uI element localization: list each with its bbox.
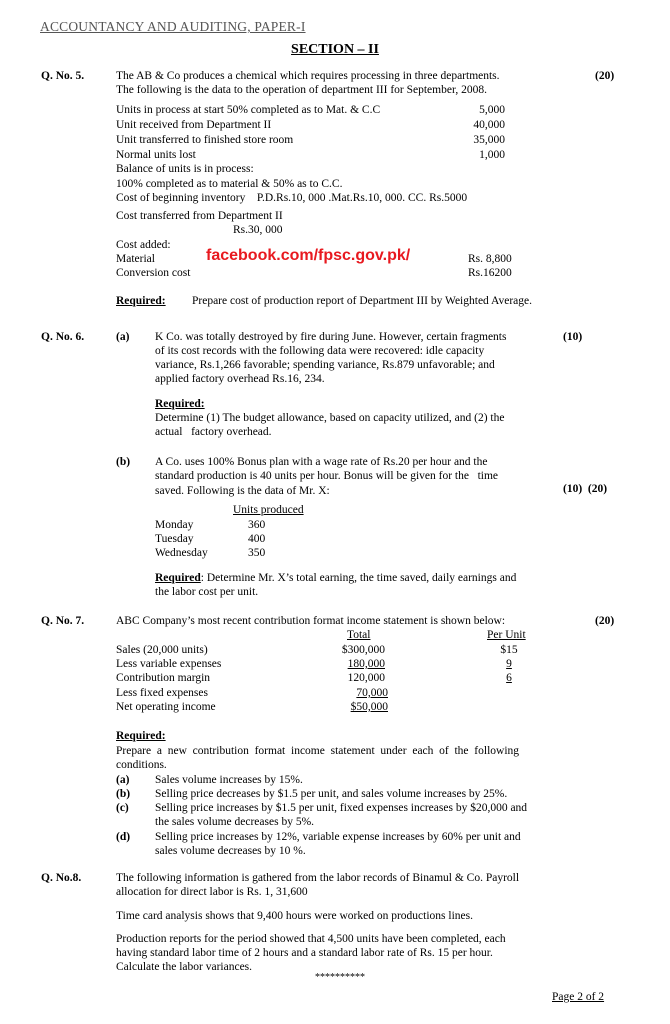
- q7-row-total: 120,000: [347, 672, 385, 684]
- q7-number: Q. No. 7.: [41, 615, 85, 627]
- q8-p3-line: Production reports for the period showed that 4,500 units have been completed, each: [116, 933, 506, 945]
- q7-condition-label: (d): [116, 831, 131, 843]
- q5-row-label: Units in process at start 50% completed as to Mat. & C.C: [116, 104, 381, 116]
- q6-a-required-line: actual factory overhead.: [155, 426, 272, 438]
- q6-day-units: 350: [248, 547, 266, 559]
- q7-required-line: conditions.: [116, 759, 167, 771]
- q5-required-text: Prepare cost of production report of Department III by Weighted Average.: [192, 295, 533, 307]
- q5-cost-added: Cost added:: [116, 239, 171, 251]
- q6-a-line: applied factory overhead Rs.16, 234.: [155, 373, 325, 385]
- q6-day: Tuesday: [155, 533, 194, 545]
- q7-col-per-unit: Per Unit: [487, 629, 526, 641]
- q6-day: Monday: [155, 519, 194, 531]
- q6-day: Wednesday: [155, 547, 208, 559]
- q8-p1-line: The following information is gathered from the labor records of Binamul & Co. Payroll: [116, 872, 520, 884]
- q7-condition-label: (a): [116, 774, 130, 786]
- q6-a-line: of its cost records with the following data were recovered: idle capacity: [155, 345, 485, 357]
- q6-b-label: (b): [116, 456, 131, 468]
- q7-row-label: Less fixed expenses: [116, 687, 208, 699]
- q8-p3-line: Calculate the labor variances.: [116, 961, 253, 973]
- q7-condition-text: Selling price decreases by $1.5 per unit, and sales volume increases by 25%.: [155, 788, 508, 800]
- q6-b-marks: (10) (20): [563, 483, 608, 495]
- q7-condition-text: the sales volume decreases by 5%.: [155, 816, 315, 828]
- q5-row-label: Normal units lost: [116, 149, 196, 161]
- q5-beginning-inventory: Cost of beginning inventory P.D.Rs.10, 000 .Mat.Rs.10, 000. CC. Rs.5000: [116, 192, 468, 204]
- q8-p1-line: allocation for direct labor is Rs. 1, 31,600: [116, 886, 308, 898]
- q5-row-label: Unit transferred to finished store room: [116, 134, 294, 146]
- q7-condition-text: Sales volume increases by 15%.: [155, 774, 303, 786]
- q5-row-value: 35,000: [473, 134, 505, 146]
- q5-transferred-label: Cost transferred from Department II: [116, 210, 283, 222]
- end-stars: **********: [315, 972, 365, 983]
- q6-b-required: [155, 571, 516, 585]
- q7-marks: (20): [595, 615, 615, 627]
- q5-transferred-value: Rs.30, 000: [233, 224, 283, 236]
- q7-condition-label: (c): [116, 802, 129, 814]
- page-number: Page 2 of 2: [552, 991, 605, 1003]
- q7-row-label: Sales (20,000 units): [116, 644, 208, 656]
- q5-row-value: 40,000: [473, 119, 505, 131]
- q6-a-line: variance, Rs.1,266 favorable; spending variance, Rs.879 unfavorable; and: [155, 359, 495, 371]
- q6-a-line: K Co. was totally destroyed by fire during June. However, certain fragments: [155, 331, 507, 343]
- q6-b-line: standard production is 40 units per hour. Bonus will be given for the time: [155, 470, 499, 482]
- q7-condition-text: Selling price increases by 12%, variable expense increases by 60% per unit and: [155, 831, 521, 843]
- q8-number: Q. No.8.: [41, 872, 82, 884]
- q5-conversion-value: Rs.16200: [468, 267, 512, 279]
- q5-material-label: Material: [116, 253, 155, 265]
- q7-row-label: Less variable expenses: [116, 658, 222, 670]
- q5-balance-detail: 100% completed as to material & 50% as to C.C.: [116, 178, 343, 190]
- q7-condition-text: sales volume decreases by 10 %.: [155, 845, 306, 857]
- q6-units-heading: Units produced: [233, 504, 304, 516]
- q5-intro-line-2: The following is the data to the operation of department III for September, 2008.: [116, 84, 487, 96]
- paper-title: ACCOUNTANCY AND AUDITING, PAPER-I: [40, 19, 306, 34]
- q5-material-value: Rs. 8,800: [468, 253, 512, 265]
- q6-b-required-text: : Determine Mr. X’s total earning, the time saved, daily earnings and: [200, 572, 517, 584]
- q7-col-total: Total: [347, 629, 371, 641]
- q5-conversion-label: Conversion cost: [116, 267, 191, 279]
- q7-row-per-unit: 6: [506, 672, 512, 684]
- section-title: SECTION – II: [291, 42, 379, 57]
- q6-b-line: saved. Following is the data of Mr. X:: [155, 485, 330, 497]
- q6-b-required-label: Required: [155, 572, 201, 584]
- q7-row-total: 180,000: [347, 658, 385, 670]
- q7-required-label: Required:: [116, 730, 166, 742]
- q5-row-label: Unit received from Department II: [116, 119, 272, 131]
- q5-intro-line-1: The AB & Co produces a chemical which requires processing in three departments.: [116, 70, 500, 82]
- q6-b-line: A Co. uses 100% Bonus plan with a wage rate of Rs.20 per hour and the: [155, 456, 488, 468]
- q8-p3-line: having standard labor time of 2 hours and a standard labor rate of Rs. 15 per hour.: [116, 947, 493, 959]
- q7-row-total: $50,000: [350, 701, 388, 713]
- q8-p2: Time card analysis shows that 9,400 hours were worked on productions lines.: [116, 910, 473, 922]
- q5-row-value: 5,000: [479, 104, 505, 116]
- q6-b-required-line: the labor cost per unit.: [155, 586, 259, 598]
- q6-a-label: (a): [116, 331, 130, 343]
- q5-row-value: 1,000: [479, 149, 505, 161]
- q7-row-total: 70,000: [356, 687, 388, 699]
- q6-a-required-line: Determine (1) The budget allowance, based on capacity utilized, and (2) the: [155, 412, 505, 424]
- q6-day-units: 360: [248, 519, 266, 531]
- q7-intro: ABC Company’s most recent contribution format income statement is shown below:: [116, 615, 506, 627]
- q7-condition-label: (b): [116, 788, 131, 800]
- q7-condition-text: Selling price increases by $1.5 per unit, fixed expenses increases by $20,000 and: [155, 802, 528, 814]
- q7-row-per-unit: $15: [500, 644, 518, 656]
- q7-row-label: Net operating income: [116, 701, 216, 713]
- q5-required-label: Required:: [116, 295, 166, 307]
- q6-a-required-label: Required:: [155, 398, 205, 410]
- q7-row-label: Contribution margin: [116, 672, 211, 684]
- q7-row-per-unit: 9: [506, 658, 512, 670]
- q5-marks: (20): [595, 70, 615, 82]
- q5-number: Q. No. 5.: [41, 70, 85, 82]
- q6-day-units: 400: [248, 533, 266, 545]
- q5-balance-heading: Balance of units is in process:: [116, 163, 254, 175]
- q6-number: Q. No. 6.: [41, 331, 85, 343]
- q7-row-total: $300,000: [341, 644, 385, 656]
- q6-a-marks: (10): [563, 331, 583, 343]
- q7-required-line: Prepare a new contribution format income statement under each of the following: [116, 745, 520, 757]
- watermark-text: facebook.com/fpsc.gov.pk/: [206, 247, 411, 264]
